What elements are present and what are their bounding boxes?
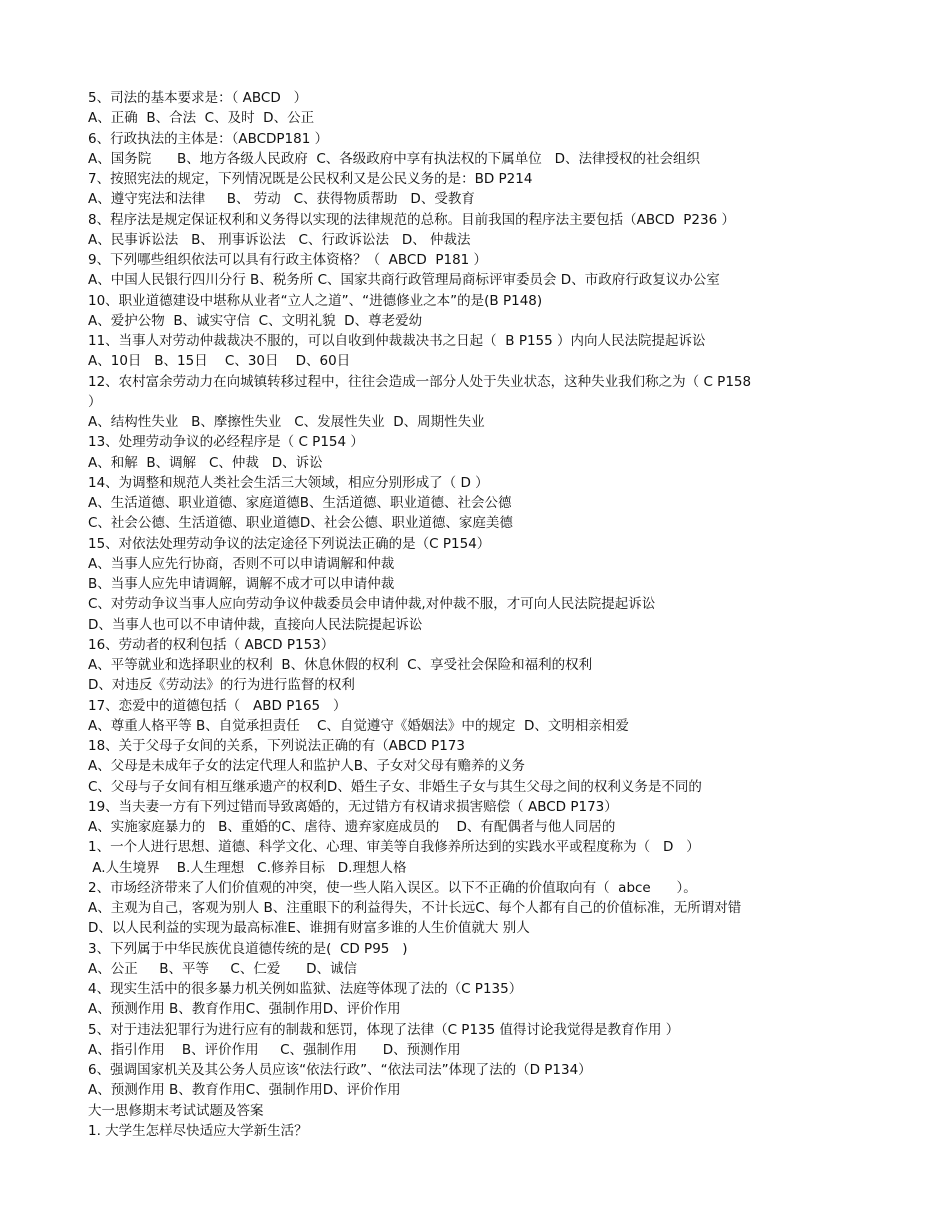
text-line: 7、按照宪法的规定，下列情况既是公民权利又是公民义务的是：BD P214 <box>88 171 533 187</box>
text-line: 5、司法的基本要求是：（ ABCD ） <box>88 90 308 106</box>
text-line: A、父母是未成年子女的法定代理人和监护人B、子女对父母有赡养的义务 <box>88 758 525 775</box>
text-line: D、以人民利益的实现为最高标准E、谁拥有财富多谁的人生价值就大 别人 <box>88 920 530 937</box>
text-line: A、平等就业和选择职业的权利 B、休息休假的权利 C、享受社会保险和福利的权利 <box>88 657 593 673</box>
text-line: A、遵守宪法和法律 B、 劳动 C、获得物质帮助 D、受教育 <box>88 191 475 208</box>
text-line: A、正确 B、合法 C、及时 D、公正 <box>88 110 315 127</box>
text-line: 17、恋爱中的道德包括（ ABD P165 ） <box>88 697 347 714</box>
question-line: 1. 大学生怎样尽快适应大学新生活？ <box>88 1122 308 1139</box>
text-line: 11、当事人对劳动仲裁裁决不服的，可以自收到仲裁裁决书之日起（ B P155 ）内向人民法院提起诉讼 <box>88 333 706 349</box>
text-line: B、当事人应先申请调解，调解不成才可以申请仲裁 <box>88 576 395 592</box>
text-line: A、实施家庭暴力的 B、重婚的C、虐待、遗弃家庭成员的 D、有配偶者与他人同居的 <box>88 819 616 835</box>
text-line: 18、关于父母子女间的关系，下列说法正确的有（ABCD P173 <box>88 738 465 754</box>
text-line: 2、市场经济带来了人们价值观的冲突，使一些人陷入误区。以下不正确的价值取向有（ abce ）。 <box>88 879 697 896</box>
text-line: 10、职业道德建设中堪称从业者“立人之道”、“进德修业之本”的是(B P148) <box>88 292 543 309</box>
text-line: A、和解 B、调解 C、仲裁 D、诉讼 <box>88 454 323 471</box>
text-line: C、社会公德、生活道德、职业道德D、社会公德、职业道德、家庭美德 <box>88 515 513 532</box>
text-line: A、民事诉讼法 B、 刑事诉讼法 C、行政诉讼法 D、 仲裁法 <box>88 231 471 248</box>
text-line: A、指引作用 B、评价作用 C、强制作用 D、预测作用 <box>88 1041 461 1058</box>
text-line: 14、为调整和规范人类社会生活三大领域，相应分别形成了（ D ） <box>88 474 489 491</box>
text-line: ） <box>88 393 102 410</box>
text-line: C、对劳动争议当事人应向劳动争议仲裁委员会申请仲裁,对仲裁不服，才可向人民法院提起诉讼 <box>88 596 656 613</box>
text-line: 4、现实生活中的很多暴力机关例如监狱、法庭等体现了法的（C P135） <box>88 981 523 997</box>
text-line: D、对违反《劳动法》的行为进行监督的权利 <box>88 677 355 694</box>
text-line: A、结构性失业 B、摩擦性失业 C、发展性失业 D、周期性失业 <box>88 414 485 430</box>
text-line: A、国务院 B、地方各级人民政府 C、各级政府中享有执法权的下属单位 D、法律授权的社会组织 <box>88 150 701 167</box>
text-line: A、公正 B、平等 C、仁爱 D、诚信 <box>88 960 357 977</box>
text-line: 6、行政执法的主体是：（ABCDP181 ） <box>88 130 329 147</box>
text-line: 6、强调国家机关及其公务人员应该“依法行政”、“依法司法”体现了法的（D P134） <box>88 1062 592 1078</box>
text-line: A、尊重人格平等 B、自觉承担责任 C、自觉遵守《婚姻法》中的规定 D、文明相亲相爱 <box>88 717 629 734</box>
text-line: A、爱护公物 B、诚实守信 C、文明礼貌 D、尊老爱幼 <box>88 312 423 329</box>
text-line: 16、劳动者的权利包括（ ABCD P153） <box>88 636 335 653</box>
text-line: 9、下列哪些组织依法可以具有行政主体资格？（ ABCD P181 ） <box>88 252 488 268</box>
document-page <box>88 88 868 1141</box>
text-line: 15、对依法处理劳动争议的法定途径下列说法正确的是（C P154） <box>88 535 491 552</box>
text-line: A、预测作用 B、教育作用C、强制作用D、评价作用 <box>88 1001 401 1018</box>
text-line: D、当事人也可以不申请仲裁，直接向人民法院提起诉讼 <box>88 616 423 633</box>
text-line: A、生活道德、职业道德、家庭道德B、生活道德、职业道德、社会公德 <box>88 495 512 511</box>
text-line: A、预测作用 B、教育作用C、强制作用D、评价作用 <box>88 1082 401 1099</box>
text-line: A.人生境界 B.人生理想 C.修养目标 D.理想人格 <box>88 859 407 876</box>
text-line: 5、对于违法犯罪行为进行应有的制裁和惩罚，体现了法律（C P135 值得讨论我觉得是教育作用 ） <box>88 1021 680 1038</box>
text-line: A、中国人民银行四川分行 B、税务所 C、国家共商行政管理局商标评审委员会 D、市政府行政复议办公室 <box>88 272 720 289</box>
text-line: C、父母与子女间有相互继承遗产的权利D、婚生子女、非婚生子女与其生父母之间的权利义务是不同的 <box>88 778 702 795</box>
text-line: 1、一个人进行思想、道德、科学文化、心理、审美等自我修养所达到的实践水平或程度称为（ D ） <box>88 839 700 856</box>
text-line: 3、下列属于中华民族优良道德传统的是( CD P95 ) <box>88 940 408 957</box>
text-line: A、主观为自己，客观为别人 B、注重眼下的利益得失，不计长远C、每个人都有自己的价值标准，无所谓对错 <box>88 900 742 916</box>
text-line: 8、程序法是规定保证权利和义务得以实现的法律规范的总称。目前我国的程序法主要包括（ABCD P236 ） <box>88 211 735 228</box>
text-line: 13、处理劳动争议的必经程序是（ C P154 ） <box>88 434 364 451</box>
text-line: A、当事人应先行协商，否则不可以申请调解和仲裁 <box>88 555 395 572</box>
text-line: A、10日 B、15日 C、30日 D、60日 <box>88 353 351 370</box>
text-line: 12、农村富余劳动力在向城镇转移过程中，往往会造成一部分人处于失业状态，这种失业我们称之为（ C P158 <box>88 373 752 390</box>
text-line: 19、当夫妻一方有下列过错而导致离婚的，无过错方有权请求损害赔偿（ ABCD P173） <box>88 798 618 815</box>
section-heading: 大一思修期末考试试题及答案 <box>88 1102 264 1119</box>
